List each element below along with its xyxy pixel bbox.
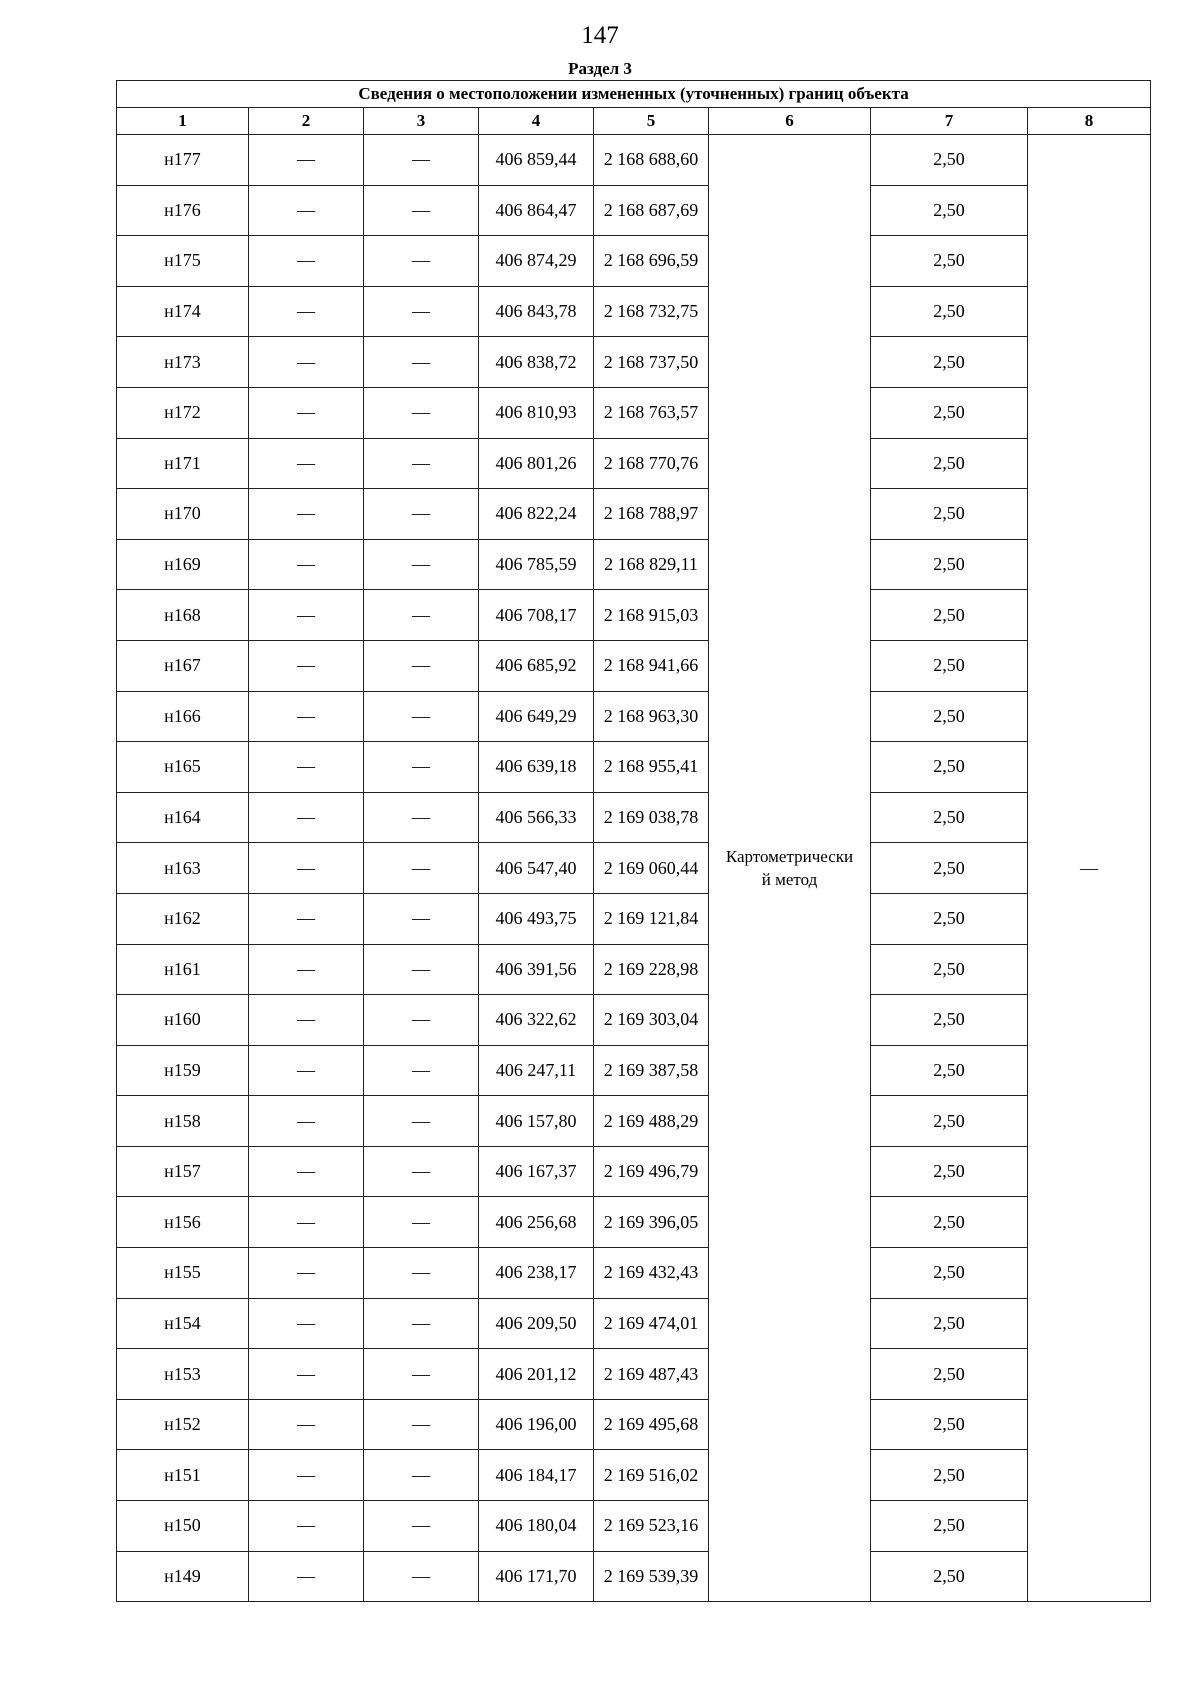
y-coordinate-cell: 2 168 963,30 — [594, 691, 709, 742]
column-numbers-row — [117, 108, 1151, 135]
precision-cell: 2,50 — [871, 590, 1028, 641]
column-2-cell: — — [249, 843, 364, 894]
precision-cell: 2,50 — [871, 691, 1028, 742]
column-3-cell: — — [364, 1450, 479, 1501]
point-name-cell: н167 — [117, 640, 249, 691]
y-coordinate-cell: 2 169 121,84 — [594, 893, 709, 944]
method-text-line-1: Картометрически — [725, 847, 854, 867]
point-name-cell: н152 — [117, 1399, 249, 1450]
point-name-cell: н172 — [117, 387, 249, 438]
precision-cell: 2,50 — [871, 1501, 1028, 1552]
y-coordinate-cell: 2 169 487,43 — [594, 1349, 709, 1400]
column-2-cell: — — [249, 1298, 364, 1349]
table-row — [117, 893, 1151, 944]
precision-cell: 2,50 — [871, 1096, 1028, 1147]
precision-cell: 2,50 — [871, 236, 1028, 287]
x-coordinate-cell: 406 859,44 — [479, 135, 594, 186]
column-2-cell: — — [249, 135, 364, 186]
y-coordinate-cell: 2 169 060,44 — [594, 843, 709, 894]
table-row — [117, 1450, 1151, 1501]
table-row — [117, 944, 1151, 995]
column-2-cell: — — [249, 438, 364, 489]
column-2-cell: — — [249, 337, 364, 388]
point-name-cell: н165 — [117, 742, 249, 793]
x-coordinate-cell: 406 209,50 — [479, 1298, 594, 1349]
column-3-cell: — — [364, 590, 479, 641]
column-3-cell: — — [364, 1248, 479, 1299]
x-coordinate-cell: 406 639,18 — [479, 742, 594, 793]
column-3-cell: — — [364, 1349, 479, 1400]
column-number: 8 — [1028, 108, 1151, 135]
precision-cell: 2,50 — [871, 944, 1028, 995]
column-8-cell: — — [1028, 135, 1151, 1602]
precision-cell: 2,50 — [871, 1146, 1028, 1197]
column-3-cell: — — [364, 387, 479, 438]
column-2-cell: — — [249, 1450, 364, 1501]
table-row — [117, 843, 1151, 894]
column-2-cell: — — [249, 1349, 364, 1400]
precision-cell: 2,50 — [871, 995, 1028, 1046]
y-coordinate-cell: 2 168 941,66 — [594, 640, 709, 691]
column-3-cell: — — [364, 742, 479, 793]
column-2-cell: — — [249, 387, 364, 438]
x-coordinate-cell: 406 785,59 — [479, 539, 594, 590]
column-3-cell: — — [364, 1146, 479, 1197]
table-row — [117, 387, 1151, 438]
x-coordinate-cell: 406 247,11 — [479, 1045, 594, 1096]
x-coordinate-cell: 406 708,17 — [479, 590, 594, 641]
point-name-cell: н168 — [117, 590, 249, 641]
table-row — [117, 1399, 1151, 1450]
point-name-cell: н151 — [117, 1450, 249, 1501]
table-row — [117, 792, 1151, 843]
column-3-cell: — — [364, 489, 479, 540]
table-row — [117, 742, 1151, 793]
y-coordinate-cell: 2 169 396,05 — [594, 1197, 709, 1248]
precision-cell: 2,50 — [871, 1045, 1028, 1096]
y-coordinate-cell: 2 169 432,43 — [594, 1248, 709, 1299]
x-coordinate-cell: 406 201,12 — [479, 1349, 594, 1400]
column-2-cell: — — [249, 691, 364, 742]
column-2-cell: — — [249, 742, 364, 793]
column-2-cell: — — [249, 1399, 364, 1450]
column-3-cell: — — [364, 1298, 479, 1349]
precision-cell: 2,50 — [871, 438, 1028, 489]
precision-cell: 2,50 — [871, 893, 1028, 944]
column-2-cell: — — [249, 185, 364, 236]
precision-cell: 2,50 — [871, 1197, 1028, 1248]
y-coordinate-cell: 2 169 303,04 — [594, 995, 709, 1046]
column-2-cell: — — [249, 995, 364, 1046]
precision-cell: 2,50 — [871, 742, 1028, 793]
point-name-cell: н161 — [117, 944, 249, 995]
column-3-cell: — — [364, 438, 479, 489]
column-2-cell: — — [249, 236, 364, 287]
x-coordinate-cell: 406 493,75 — [479, 893, 594, 944]
point-name-cell: н150 — [117, 1501, 249, 1552]
precision-cell: 2,50 — [871, 286, 1028, 337]
precision-cell: 2,50 — [871, 640, 1028, 691]
y-coordinate-cell: 2 168 915,03 — [594, 590, 709, 641]
point-name-cell: н173 — [117, 337, 249, 388]
column-2-cell: — — [249, 1045, 364, 1096]
column-number: 3 — [364, 108, 479, 135]
point-name-cell: н162 — [117, 893, 249, 944]
y-coordinate-cell: 2 169 516,02 — [594, 1450, 709, 1501]
table-row — [117, 489, 1151, 540]
x-coordinate-cell: 406 322,62 — [479, 995, 594, 1046]
y-coordinate-cell: 2 168 687,69 — [594, 185, 709, 236]
y-coordinate-cell: 2 168 770,76 — [594, 438, 709, 489]
column-2-cell: — — [249, 893, 364, 944]
table-row — [117, 640, 1151, 691]
point-name-cell: н149 — [117, 1551, 249, 1602]
table-row — [117, 1197, 1151, 1248]
y-coordinate-cell: 2 169 539,39 — [594, 1551, 709, 1602]
x-coordinate-cell: 406 838,72 — [479, 337, 594, 388]
point-name-cell: н155 — [117, 1248, 249, 1299]
boundary-points-table — [116, 80, 1151, 1602]
x-coordinate-cell: 406 649,29 — [479, 691, 594, 742]
precision-cell: 2,50 — [871, 843, 1028, 894]
point-name-cell: н169 — [117, 539, 249, 590]
column-2-cell: — — [249, 1197, 364, 1248]
table-row — [117, 236, 1151, 287]
column-3-cell: — — [364, 185, 479, 236]
y-coordinate-cell: 2 169 228,98 — [594, 944, 709, 995]
table-row — [117, 337, 1151, 388]
x-coordinate-cell: 406 822,24 — [479, 489, 594, 540]
x-coordinate-cell: 406 843,78 — [479, 286, 594, 337]
x-coordinate-cell: 406 157,80 — [479, 1096, 594, 1147]
point-name-cell: н166 — [117, 691, 249, 742]
y-coordinate-cell: 2 169 488,29 — [594, 1096, 709, 1147]
column-2-cell: — — [249, 489, 364, 540]
table-row — [117, 539, 1151, 590]
point-name-cell: н171 — [117, 438, 249, 489]
x-coordinate-cell: 406 256,68 — [479, 1197, 594, 1248]
table-row — [117, 185, 1151, 236]
column-3-cell: — — [364, 236, 479, 287]
column-number: 6 — [709, 108, 871, 135]
x-coordinate-cell: 406 196,00 — [479, 1399, 594, 1450]
column-3-cell: — — [364, 1096, 479, 1147]
table-row — [117, 1551, 1151, 1602]
column-number: 2 — [249, 108, 364, 135]
point-name-cell: н160 — [117, 995, 249, 1046]
column-3-cell: — — [364, 893, 479, 944]
y-coordinate-cell: 2 169 387,58 — [594, 1045, 709, 1096]
column-3-cell: — — [364, 1501, 479, 1552]
y-coordinate-cell: 2 168 737,50 — [594, 337, 709, 388]
column-2-cell: — — [249, 640, 364, 691]
table-caption: Сведения о местоположении измененных (уточненных) границ объекта — [117, 81, 1151, 108]
point-name-cell: н159 — [117, 1045, 249, 1096]
x-coordinate-cell: 406 801,26 — [479, 438, 594, 489]
precision-cell: 2,50 — [871, 185, 1028, 236]
y-coordinate-cell: 2 168 955,41 — [594, 742, 709, 793]
x-coordinate-cell: 406 391,56 — [479, 944, 594, 995]
column-3-cell: — — [364, 539, 479, 590]
precision-cell: 2,50 — [871, 1551, 1028, 1602]
point-name-cell: н156 — [117, 1197, 249, 1248]
column-3-cell: — — [364, 640, 479, 691]
y-coordinate-cell: 2 168 763,57 — [594, 387, 709, 438]
point-name-cell: н157 — [117, 1146, 249, 1197]
column-2-cell: — — [249, 1501, 364, 1552]
point-name-cell: н163 — [117, 843, 249, 894]
column-number: 7 — [871, 108, 1028, 135]
column-3-cell: — — [364, 337, 479, 388]
point-name-cell: н164 — [117, 792, 249, 843]
table-row — [117, 438, 1151, 489]
table-row — [117, 1146, 1151, 1197]
table-row — [117, 1298, 1151, 1349]
point-name-cell: н177 — [117, 135, 249, 186]
table-row — [117, 135, 1151, 186]
x-coordinate-cell: 406 864,47 — [479, 185, 594, 236]
column-2-cell: — — [249, 1551, 364, 1602]
table-row — [117, 286, 1151, 337]
point-name-cell: н176 — [117, 185, 249, 236]
x-coordinate-cell: 406 167,37 — [479, 1146, 594, 1197]
table-row — [117, 1045, 1151, 1096]
precision-cell: 2,50 — [871, 489, 1028, 540]
point-name-cell: н174 — [117, 286, 249, 337]
column-2-cell: — — [249, 944, 364, 995]
y-coordinate-cell: 2 168 788,97 — [594, 489, 709, 540]
x-coordinate-cell: 406 874,29 — [479, 236, 594, 287]
method-cell — [709, 135, 871, 1602]
column-3-cell: — — [364, 1045, 479, 1096]
y-coordinate-cell: 2 168 688,60 — [594, 135, 709, 186]
column-number: 4 — [479, 108, 594, 135]
column-3-cell: — — [364, 135, 479, 186]
method-text-line-2: й метод — [761, 870, 818, 890]
column-2-cell: — — [249, 539, 364, 590]
column-3-cell: — — [364, 286, 479, 337]
table-row — [117, 995, 1151, 1046]
y-coordinate-cell: 2 169 523,16 — [594, 1501, 709, 1552]
precision-cell: 2,50 — [871, 387, 1028, 438]
y-coordinate-cell: 2 168 732,75 — [594, 286, 709, 337]
column-3-cell: — — [364, 1197, 479, 1248]
table-row — [117, 691, 1151, 742]
table-row — [117, 1248, 1151, 1299]
y-coordinate-cell: 2 168 829,11 — [594, 539, 709, 590]
column-number: 5 — [594, 108, 709, 135]
precision-cell: 2,50 — [871, 337, 1028, 388]
column-2-cell: — — [249, 792, 364, 843]
column-3-cell: — — [364, 792, 479, 843]
table-body — [117, 135, 1151, 1602]
column-3-cell: — — [364, 1399, 479, 1450]
precision-cell: 2,50 — [871, 135, 1028, 186]
column-2-cell: — — [249, 1096, 364, 1147]
point-name-cell: н158 — [117, 1096, 249, 1147]
table-row — [117, 1501, 1151, 1552]
x-coordinate-cell: 406 547,40 — [479, 843, 594, 894]
table-row — [117, 1349, 1151, 1400]
column-2-cell: — — [249, 286, 364, 337]
precision-cell: 2,50 — [871, 539, 1028, 590]
precision-cell: 2,50 — [871, 1298, 1028, 1349]
y-coordinate-cell: 2 169 038,78 — [594, 792, 709, 843]
x-coordinate-cell: 406 566,33 — [479, 792, 594, 843]
point-name-cell: н153 — [117, 1349, 249, 1400]
x-coordinate-cell: 406 180,04 — [479, 1501, 594, 1552]
column-3-cell: — — [364, 995, 479, 1046]
y-coordinate-cell: 2 168 696,59 — [594, 236, 709, 287]
column-2-cell: — — [249, 1146, 364, 1197]
x-coordinate-cell: 406 810,93 — [479, 387, 594, 438]
page-number: 147 — [581, 22, 619, 49]
column-2-cell: — — [249, 1248, 364, 1299]
point-name-cell: н170 — [117, 489, 249, 540]
precision-cell: 2,50 — [871, 1450, 1028, 1501]
section-title: Раздел 3 — [568, 59, 632, 78]
x-coordinate-cell: 406 184,17 — [479, 1450, 594, 1501]
precision-cell: 2,50 — [871, 1248, 1028, 1299]
y-coordinate-cell: 2 169 474,01 — [594, 1298, 709, 1349]
column-3-cell: — — [364, 843, 479, 894]
point-name-cell: н175 — [117, 236, 249, 287]
x-coordinate-cell: 406 685,92 — [479, 640, 594, 691]
table-row — [117, 590, 1151, 641]
precision-cell: 2,50 — [871, 792, 1028, 843]
column-3-cell: — — [364, 691, 479, 742]
precision-cell: 2,50 — [871, 1399, 1028, 1450]
y-coordinate-cell: 2 169 496,79 — [594, 1146, 709, 1197]
point-name-cell: н154 — [117, 1298, 249, 1349]
column-3-cell: — — [364, 1551, 479, 1602]
table-row — [117, 1096, 1151, 1147]
x-coordinate-cell: 406 238,17 — [479, 1248, 594, 1299]
column-2-cell: — — [249, 590, 364, 641]
column-3-cell: — — [364, 944, 479, 995]
precision-cell: 2,50 — [871, 1349, 1028, 1400]
x-coordinate-cell: 406 171,70 — [479, 1551, 594, 1602]
y-coordinate-cell: 2 169 495,68 — [594, 1399, 709, 1450]
column-number: 1 — [117, 108, 249, 135]
